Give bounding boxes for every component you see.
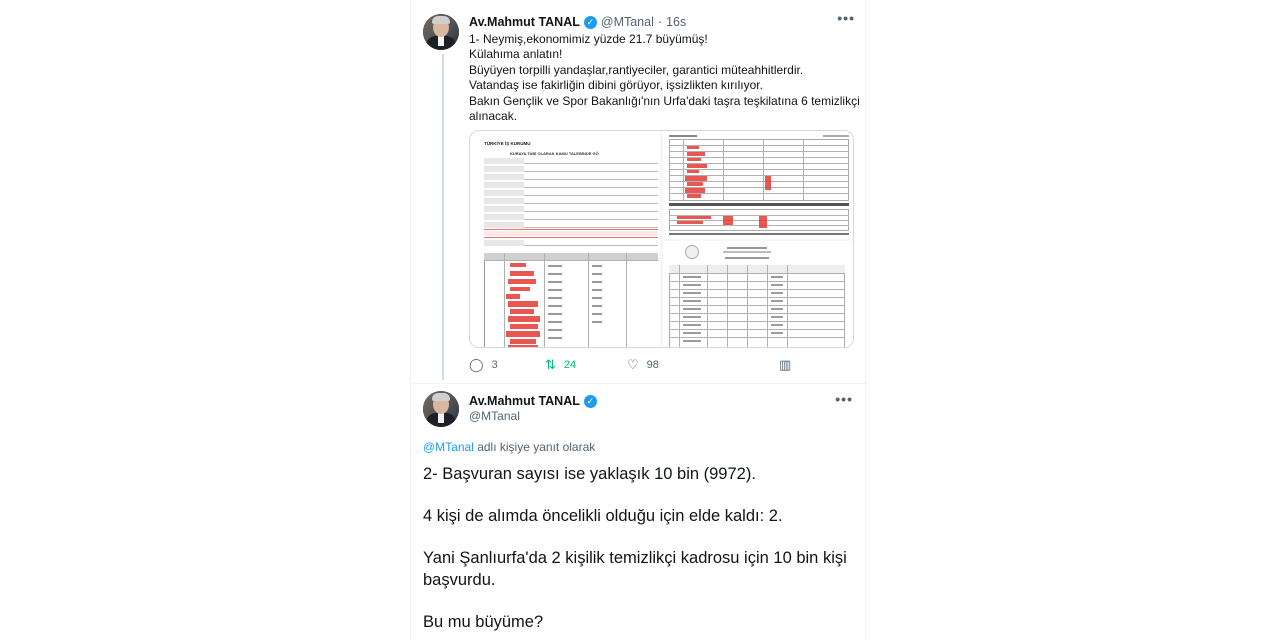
tweet-paragraph: 2- Başvuran sayısı ise yaklaşık 10 bin (9972).: [423, 465, 756, 483]
tweet-paragraph: 4 kişi de alımda öncelikli olduğu için elde kaldı: 2.: [423, 507, 783, 525]
retweet-icon: ⇅: [545, 357, 556, 372]
tweet-paragraph: Yani Şanlıurfa'da 2 kişilik temizlikçi kadrosu için 10 bin kişi başvurdu.: [423, 549, 847, 589]
analytics-icon: ▥: [779, 357, 792, 372]
author-handle[interactable]: @MTanal: [600, 15, 654, 29]
reply-mention-link[interactable]: @MTanal: [423, 440, 474, 454]
reply-icon: ◯: [469, 357, 484, 372]
tweet-paragraph: Bu mu büyüme?: [423, 612, 544, 631]
tweet-header: [469, 14, 686, 30]
tweet-line: Bakın Gençlik ve Spor Bakanlığı'nın Urfa'daki taşra teşkilatına 6 temizlikçi: [469, 93, 860, 108]
tweet-media-grid[interactable]: [469, 130, 854, 348]
tweet-1[interactable]: [411, 0, 867, 384]
tweet-actions: [469, 356, 859, 374]
tweet-text: [469, 32, 859, 124]
share-button[interactable]: [779, 356, 791, 374]
retweet-button[interactable]: [545, 356, 576, 374]
reply-button[interactable]: [469, 356, 498, 374]
media-image-list[interactable]: [663, 131, 854, 239]
timeline-column: [410, 0, 866, 640]
author-name[interactable]: Av.Mahmut TANAL: [469, 394, 580, 408]
tweet-line: alınacak.: [469, 109, 518, 124]
tweet-line: Külahıma anlatın!: [469, 47, 563, 62]
verified-badge-icon: ✓: [584, 16, 597, 29]
like-count: 98: [646, 359, 659, 371]
doc-title: TÜRKİYE İŞ KURUMU: [484, 141, 531, 146]
tweet-line: 1- Neymiş,ekonomimiz yüzde 21.7 büyümüş!: [469, 32, 708, 46]
media-image-form[interactable]: [470, 131, 660, 348]
tweet2-text: [423, 464, 855, 640]
more-options-icon[interactable]: •••: [835, 391, 853, 407]
separator-dot: ·: [657, 15, 663, 29]
tweet2-header: [469, 394, 597, 408]
avatar[interactable]: [423, 14, 459, 50]
tweet-time[interactable]: 16s: [666, 15, 687, 29]
media-image-table[interactable]: [663, 241, 854, 348]
more-options-icon[interactable]: •••: [837, 10, 855, 26]
thread-line: [442, 54, 444, 380]
doc-subtitle: KURAYA TABİ OLARAK KAMU TALEBİNDE GÖ: [510, 151, 599, 156]
replying-to: [423, 440, 595, 454]
reply-count: 3: [491, 359, 498, 371]
retweet-count: 24: [563, 359, 577, 371]
tweet-line: Vatandaş ise fakirliğin dibini görüyor, işsizlikten kırılıyor.: [469, 78, 763, 93]
reply-label: adlı kişiye yanıt olarak: [473, 440, 596, 454]
author-handle[interactable]: @MTanal: [469, 409, 520, 423]
author-name[interactable]: Av.Mahmut TANAL: [469, 15, 580, 29]
tweet-line: Büyüyen torpilli yandaşlar,rantiyeciler, garantici müteahhitlerdir.: [469, 62, 804, 77]
verified-badge-icon: ✓: [584, 395, 597, 408]
avatar[interactable]: [423, 391, 459, 427]
heart-icon: ♡: [627, 357, 639, 372]
like-button[interactable]: [627, 356, 659, 374]
